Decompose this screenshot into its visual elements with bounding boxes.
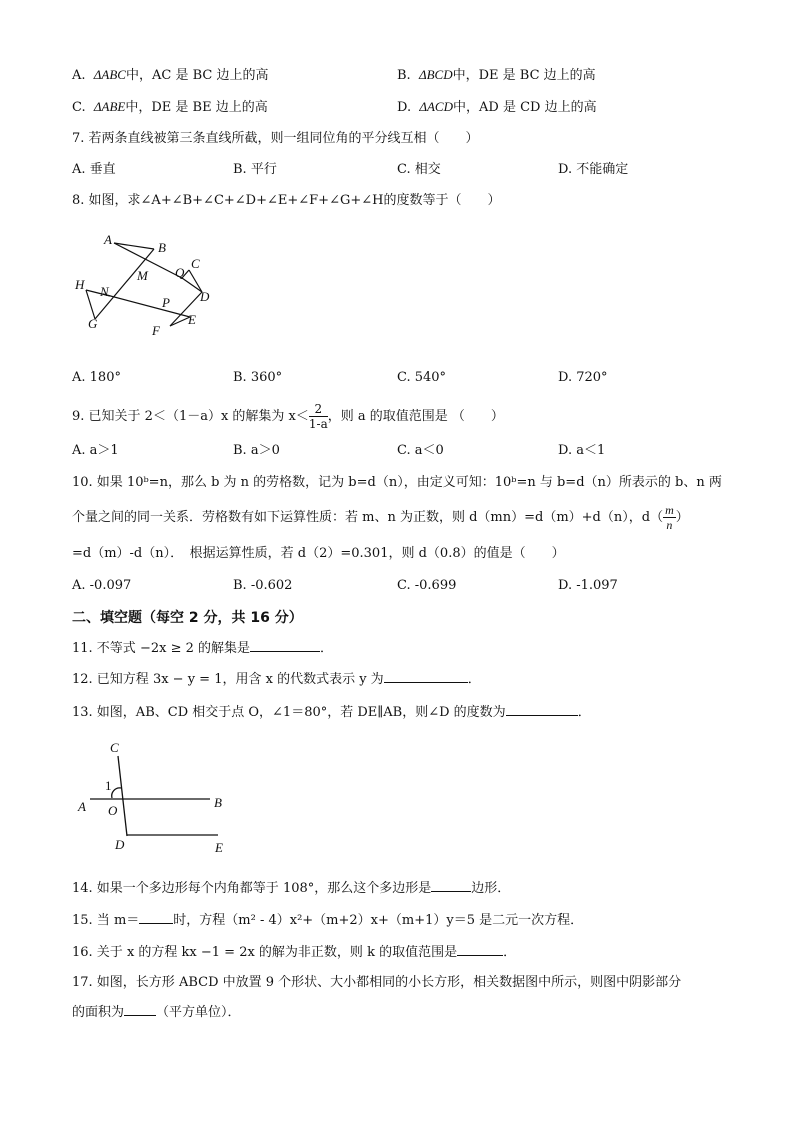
q11-end: ． (320, 641, 334, 656)
label-o: O (108, 803, 118, 818)
q6-option-c (72, 98, 268, 117)
q9-option-b: B. a＞0 (233, 443, 280, 458)
label-b: B (158, 240, 166, 255)
answer-blank[interactable] (431, 879, 471, 892)
label-g: G (88, 316, 98, 331)
label-e: E (188, 312, 196, 327)
label-a: A (104, 232, 112, 247)
fraction-numerator: m (665, 503, 674, 517)
label-c: C (110, 740, 119, 755)
q9-option-c: C. a＜0 (397, 443, 444, 458)
q11-text: 11. 不等式 −2x ≥ 2 的解集是 (72, 641, 250, 656)
q8-option-a: A. 180° (72, 370, 121, 385)
option-prefix: A. (72, 68, 86, 83)
q12-end: ． (467, 672, 481, 687)
label-1: 1 (105, 778, 112, 793)
label-e: E (215, 840, 223, 855)
q9-stem-text-end: ，则 a 的取值范围是 （ ） (327, 409, 504, 424)
q16 (72, 943, 516, 962)
triangle-name: ΔABE (93, 99, 126, 114)
q14 (72, 879, 510, 898)
q9-stem-text: 9. 已知关于 2＜（1－a）x 的解集为 x＜ (72, 409, 309, 424)
triangle-name: ΔBCD (418, 67, 453, 82)
label-a: A (78, 799, 86, 814)
q6-option-b (397, 66, 596, 85)
triangle-name: ΔABC (93, 67, 126, 82)
q13 (72, 703, 591, 722)
label-m: M (137, 268, 148, 283)
q17-end: （平方单位）． (156, 1005, 241, 1020)
q7-stem: 7. 若两条直线被第三条直线所截，则一组同位角的平分线互相（ ） (72, 131, 479, 146)
label-n: N (100, 284, 109, 299)
q10-option-a: A. -0.097 (72, 578, 132, 593)
q15 (72, 911, 583, 930)
label-f: F (152, 323, 160, 338)
label-b: B (214, 795, 222, 810)
q8-option-d: D. 720° (558, 370, 608, 385)
q7-option-c: C. 相交 (397, 162, 441, 177)
line-q-d (182, 278, 202, 292)
answer-blank[interactable] (139, 911, 173, 924)
answer-blank[interactable] (506, 703, 578, 716)
q17-text: 的面积为 (72, 1005, 125, 1020)
fraction-denominator: n (666, 518, 673, 532)
q17-line-1: 17. 如图，长方形 ABCD 中放置 9 个形状、大小都相同的小长方形，相关数据图中所示，则图中阴影部分 (72, 975, 682, 990)
q7-option-a: A. 垂直 (72, 162, 116, 177)
option-text: 中，DE 是 BE 边上的高 (125, 100, 268, 115)
option-prefix: B. (397, 68, 411, 83)
q10-line-2-end: ） (675, 510, 689, 525)
fraction-numerator: 2 (309, 402, 328, 417)
q8-option-b: B. 360° (233, 370, 283, 385)
q13-text: 13. 如图，AB、CD 相交于点 O，∠1＝80°，若 DE∥AB，则∠D 的度数为 (72, 705, 506, 720)
q10-fraction (663, 503, 676, 532)
line-cd (118, 756, 127, 836)
q6-option-d (397, 98, 597, 117)
q9-fraction (309, 402, 328, 431)
q13-figure (72, 736, 242, 858)
answer-blank[interactable] (384, 670, 468, 683)
line-h-g (86, 290, 95, 319)
line-n-e (103, 294, 190, 317)
answer-blank[interactable] (457, 943, 503, 956)
option-text: 中，AD 是 CD 边上的高 (453, 100, 597, 115)
label-h: H (75, 277, 85, 292)
q15-end: 时，方程（m² - 4）x²+（m+2）x+（m+1）y＝5 是二元一次方程． (173, 913, 584, 928)
label-p: P (162, 295, 170, 310)
q10-option-d: D. -1.097 (558, 578, 618, 593)
answer-blank[interactable] (250, 639, 320, 652)
label-d: D (115, 837, 125, 852)
q12 (72, 670, 481, 689)
option-prefix: C. (72, 100, 86, 115)
q12-text: 12. 已知方程 3x − y = 1，用含 x 的代数式表示 y 为 (72, 672, 384, 687)
q16-text: 16. 关于 x 的方程 kx −1 = 2x 的解为非正数，则 k 的取值范围是 (72, 945, 458, 960)
q8-stem: 8. 如图，求∠A+∠B+∠C+∠D+∠E+∠F+∠G+∠H的度数等于（ ） (72, 193, 501, 208)
triangle-name: ΔACD (419, 99, 453, 114)
q14-text: 14. 如果一个多边形每个内角都等于 108°，那么这个多边形是 (72, 881, 432, 896)
q13-end: ． (577, 705, 591, 720)
q7-option-b: B. 平行 (233, 162, 277, 177)
q10-line-2 (72, 503, 689, 533)
option-text: 中，AC 是 BC 边上的高 (125, 68, 269, 83)
q17-line-2 (72, 1003, 241, 1022)
q15-text: 15. 当 m＝ (72, 913, 140, 928)
q10-option-c: C. -0.699 (397, 578, 457, 593)
label-d: D (200, 289, 210, 304)
option-text: 中，DE 是 BC 边上的高 (452, 68, 596, 83)
line-f-e (170, 317, 190, 326)
q16-end: ． (503, 945, 517, 960)
q9-option-a: A. a＞1 (72, 443, 119, 458)
line-d-f (170, 292, 202, 326)
q8-option-c: C. 540° (397, 370, 447, 385)
q10-line-3: =d（m）-d（n）． 根据运算性质，若 d（2）=0.301，则 d（0.8）的值是（ ） (72, 546, 565, 561)
option-prefix: D. (397, 100, 412, 115)
q10-line-2-text: 个量之间的同一关系．劳格数有如下运算性质：若 m、n 为正数，则 d（mn）=d（m）+d（n），d（ (72, 510, 664, 525)
q10-option-b: B. -0.602 (233, 578, 293, 593)
label-c: C (191, 256, 200, 271)
section-title: 二、填空题（每空 2 分，共 16 分） (72, 610, 303, 626)
q9-stem (72, 402, 504, 431)
q8-figure (70, 228, 230, 340)
q9-option-d: D. a＜1 (558, 443, 606, 458)
q11 (72, 639, 333, 658)
q14-end: 边形． (471, 881, 511, 896)
answer-blank[interactable] (124, 1003, 156, 1016)
fraction-denominator: 1-a (308, 417, 328, 431)
q10-line-1: 10. 如果 10ᵇ=n，那么 b 为 n 的劳格数，记为 b=d（n），由定义可知：10ᵇ=n 与 b=d（n）所表示的 b、n 两 (72, 475, 722, 490)
q7-option-d: D. 不能确定 (558, 162, 629, 177)
label-q: Q (175, 265, 185, 280)
angle-1-arc (112, 788, 121, 798)
q6-option-a (72, 66, 268, 85)
